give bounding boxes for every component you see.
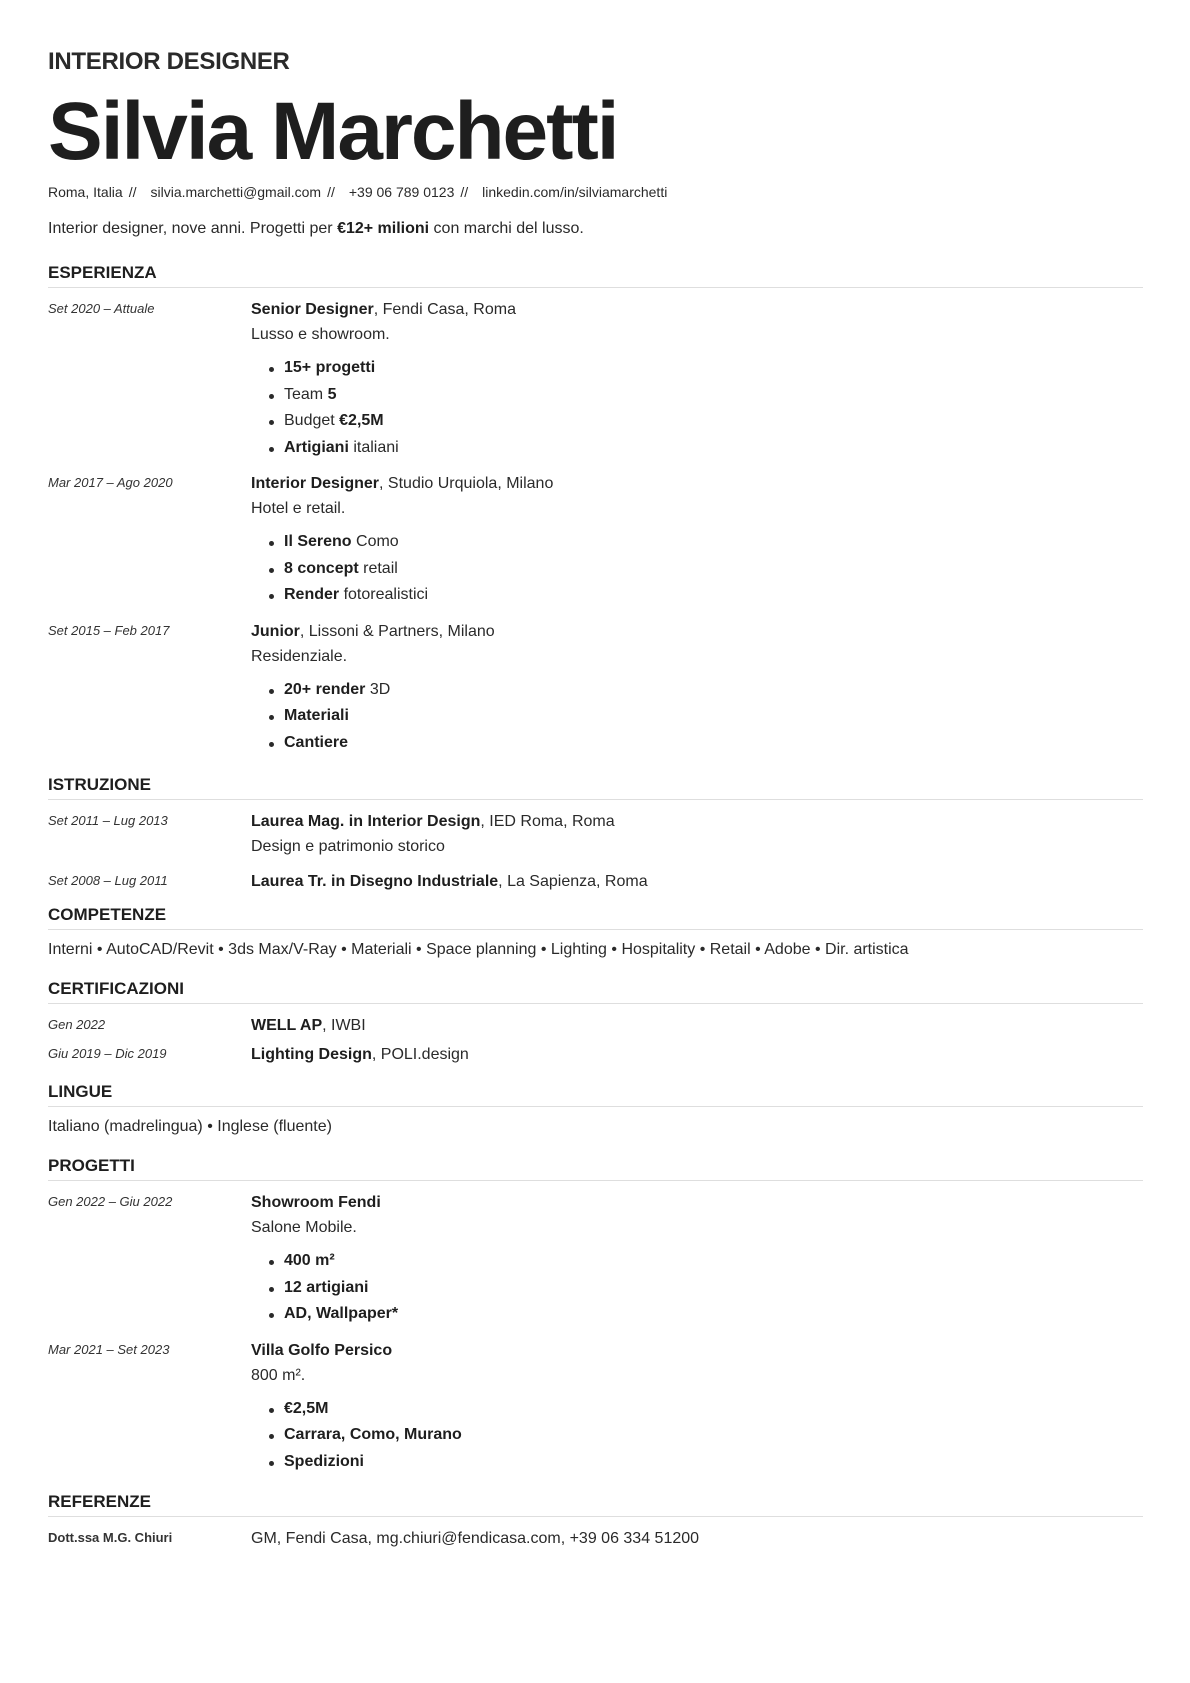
entry-date: Set 2008 – Lug 2011	[48, 873, 168, 888]
section-title: REFERENZE	[48, 1491, 1143, 1517]
candidate-name: Silvia Marchetti	[48, 86, 618, 177]
list-item: 400 m²	[267, 1248, 1143, 1275]
entry-degree: Laurea Tr. in Disegno Industriale	[251, 873, 499, 890]
section-title: ISTRUZIONE	[48, 774, 1143, 800]
entry-school: , La Sapienza, Roma	[498, 873, 648, 890]
languages-list: Italiano (madrelingua) • Inglese (fluente)	[48, 1118, 332, 1135]
section-title: LINGUE	[48, 1081, 1143, 1107]
entry-role: Interior Designer	[251, 475, 380, 492]
entry-org: , Fendi Casa, Roma	[373, 301, 516, 318]
entry-description: Residenziale.	[251, 647, 348, 665]
list-item: Artigiani italiani	[267, 435, 1143, 462]
experience-entry	[48, 619, 1143, 757]
list-item: Materiali	[267, 703, 1143, 730]
entry-role: Senior Designer	[251, 301, 374, 318]
entry-date: Set 2020 – Attuale	[48, 301, 155, 316]
list-item: Budget €2,5M	[267, 408, 1143, 435]
section-title: PROGETTI	[48, 1155, 1143, 1181]
list-item: Cantiere	[267, 730, 1143, 757]
section-projects	[48, 1155, 1143, 1475]
entry-date: Set 2011 – Lug 2013	[48, 813, 168, 828]
section-skills	[48, 904, 1143, 962]
section-education	[48, 774, 1143, 894]
section-title: ESPERIENZA	[48, 262, 1143, 288]
list-item: €2,5M	[267, 1396, 1143, 1423]
project-name: Showroom Fendi	[251, 1194, 381, 1211]
list-item: 8 concept retail	[267, 556, 1143, 583]
cert-name: Lighting Design	[251, 1046, 372, 1063]
contact-line	[48, 182, 1143, 202]
section-languages	[48, 1081, 1143, 1139]
summary-text: Interior designer, nove anni. Progetti per	[48, 220, 338, 237]
cert-name: WELL AP	[251, 1017, 323, 1034]
list-item: 15+ progetti	[267, 355, 1143, 382]
contact-phone[interactable]: +39 06 789 0123	[348, 184, 455, 200]
entry-description: Design e patrimonio storico	[251, 838, 445, 855]
list-item: 12 artigiani	[267, 1275, 1143, 1302]
summary-text: con marchi del lusso.	[429, 220, 584, 237]
list-item: Team 5	[267, 382, 1143, 409]
entry-date: Mar 2021 – Set 2023	[48, 1341, 170, 1357]
entry-description: Salone Mobile.	[251, 1219, 357, 1236]
education-entry	[48, 809, 1143, 859]
entry-org: , Studio Urquiola, Milano	[379, 475, 554, 492]
certification-entry	[48, 1042, 1143, 1067]
cert-issuer: , IWBI	[322, 1017, 366, 1034]
reference-name: Dott.ssa M.G. Chiuri	[48, 1530, 173, 1545]
list-item: AD, Wallpaper*	[267, 1301, 1143, 1328]
list-item: Carrara, Como, Murano	[267, 1422, 1143, 1449]
entry-bullets	[251, 529, 1143, 609]
section-experience	[48, 262, 1143, 756]
entry-bullets	[251, 355, 1143, 461]
section-title: COMPETENZE	[48, 904, 1143, 930]
contact-separator: //	[460, 184, 469, 200]
project-entry	[48, 1190, 1143, 1328]
project-entry	[48, 1338, 1143, 1476]
section-references	[48, 1491, 1143, 1551]
entry-description: Lusso e showroom.	[251, 326, 390, 343]
skills-list: Interni • AutoCAD/Revit • 3ds Max/V-Ray • Materiali • Space planning • Lighting • Hospitality • Retail • Adobe • Dir. artistica	[48, 941, 909, 958]
entry-date: Gen 2022	[48, 1017, 106, 1032]
summary-highlight: €12+ milioni	[337, 220, 430, 237]
contact-separator: //	[327, 184, 335, 200]
list-item: Render fotorealistici	[267, 582, 1143, 609]
reference-entry	[48, 1526, 1143, 1551]
education-entry	[48, 869, 1143, 894]
job-title: INTERIOR DESIGNER	[48, 48, 290, 75]
cert-issuer: , POLI.design	[371, 1046, 469, 1063]
project-name: Villa Golfo Persico	[251, 1341, 393, 1359]
entry-bullets	[251, 677, 1143, 757]
header	[48, 44, 1143, 240]
certification-entry	[48, 1013, 1143, 1038]
list-item: Il Sereno Como	[267, 529, 1143, 556]
entry-bullets	[251, 1248, 1143, 1328]
experience-entry	[48, 471, 1143, 609]
entry-bullets	[251, 1396, 1143, 1476]
entry-degree: Laurea Mag. in Interior Design	[251, 813, 481, 830]
contact-linkedin[interactable]: linkedin.com/in/silviamarchetti	[482, 184, 668, 200]
summary	[48, 218, 1143, 240]
entry-org: , Lissoni & Partners, Milano	[299, 622, 495, 640]
experience-entry	[48, 297, 1143, 461]
entry-date: Giu 2019 – Dic 2019	[48, 1046, 167, 1061]
section-title: CERTIFICAZIONI	[48, 978, 1143, 1004]
reference-details: GM, Fendi Casa, mg.chiuri@fendicasa.com, +39 06 334 51200	[251, 1530, 700, 1547]
entry-date: Set 2015 – Feb 2017	[48, 622, 170, 638]
entry-date: Mar 2017 – Ago 2020	[48, 475, 173, 490]
resume-page	[48, 44, 1143, 1561]
entry-date: Gen 2022 – Giu 2022	[48, 1194, 173, 1209]
list-item: 20+ render 3D	[267, 677, 1143, 704]
entry-description: 800 m².	[251, 1366, 306, 1384]
list-item: Spedizioni	[267, 1449, 1143, 1476]
entry-role: Junior	[251, 622, 300, 640]
entry-description: Hotel e retail.	[251, 500, 346, 517]
contact-email[interactable]: silvia.marchetti@gmail.com	[150, 184, 322, 200]
entry-school: , IED Roma, Roma	[480, 813, 615, 830]
contact-location: Roma, Italia	[48, 184, 123, 200]
section-certifications	[48, 978, 1143, 1067]
contact-separator: //	[128, 184, 137, 200]
